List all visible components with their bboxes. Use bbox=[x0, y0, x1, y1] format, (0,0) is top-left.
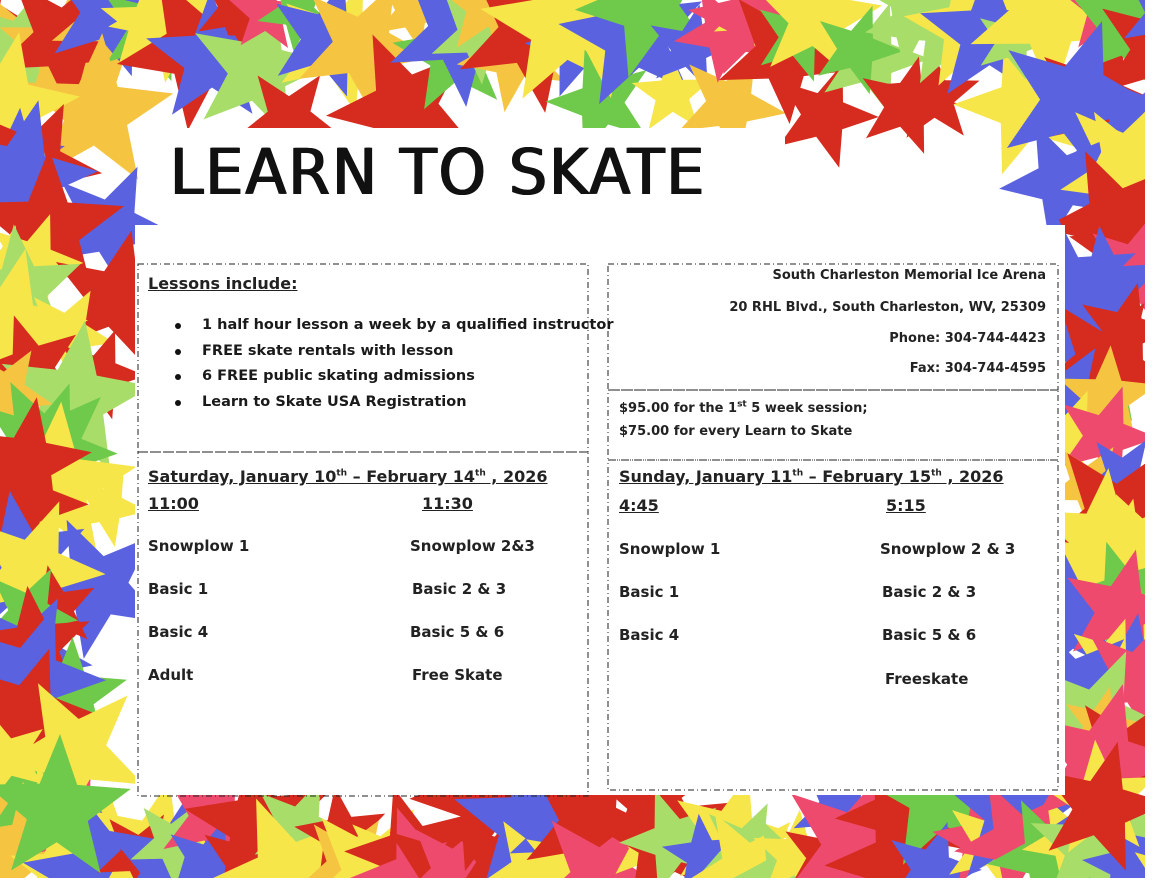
saturday-class: Adult bbox=[148, 666, 194, 684]
sunday-class: Basic 5 & 6 bbox=[882, 626, 977, 644]
sunday-heading bbox=[619, 467, 1004, 486]
lessons-list bbox=[172, 313, 613, 416]
arena-fax: Fax: 304-744-4595 bbox=[909, 361, 1046, 376]
heading-text: Sunday, January 11 bbox=[619, 467, 793, 486]
saturday-time-2: 11:30 bbox=[422, 494, 473, 513]
heading-text: , 2026 bbox=[941, 467, 1004, 486]
pricing-sup: st bbox=[737, 399, 747, 410]
sunday-class: Snowplow 1 bbox=[619, 540, 721, 558]
sunday-time-2: 5:15 bbox=[886, 496, 926, 515]
arena-address: 20 RHL Blvd., South Charleston, WV, 25309 bbox=[729, 300, 1046, 315]
heading-sup: th bbox=[475, 468, 486, 479]
sunday-box bbox=[608, 460, 1058, 790]
saturday-class: Snowplow 1 bbox=[148, 537, 250, 555]
sunday-class: Basic 2 & 3 bbox=[882, 583, 977, 601]
sunday-time-1: 4:45 bbox=[619, 496, 659, 515]
heading-sup: th bbox=[931, 468, 942, 479]
lessons-heading: Lessons include: bbox=[148, 274, 298, 293]
lesson-item: 6 FREE public skating admissions bbox=[172, 364, 613, 390]
saturday-heading bbox=[148, 467, 547, 486]
saturday-class: Basic 1 bbox=[148, 580, 209, 598]
sunday-class: Basic 4 bbox=[619, 626, 680, 644]
lesson-item: 1 half hour lesson a week by a qualified instructor bbox=[172, 313, 613, 339]
heading-sup: th bbox=[792, 468, 804, 479]
sunday-class: Snowplow 2 & 3 bbox=[880, 540, 1016, 558]
heading-text: – February 14 bbox=[347, 467, 476, 486]
page-title: LEARN TO SKATE bbox=[170, 136, 707, 210]
heading-text: – February 15 bbox=[803, 467, 932, 486]
lesson-item: FREE skate rentals with lesson bbox=[172, 339, 613, 365]
lesson-item: Learn to Skate USA Registration bbox=[172, 390, 613, 416]
saturday-class: Basic 4 bbox=[148, 623, 209, 641]
pricing-text: 5 week session; bbox=[746, 401, 868, 416]
heading-text: Saturday, January 10 bbox=[148, 467, 337, 486]
pricing-line-2: $75.00 for every Learn to Skate bbox=[619, 424, 853, 439]
arena-name: South Charleston Memorial Ice Arena bbox=[772, 268, 1046, 283]
sunday-class: Freeskate bbox=[885, 670, 969, 688]
arena-phone: Phone: 304-744-4423 bbox=[889, 331, 1046, 346]
saturday-class: Basic 5 & 6 bbox=[410, 623, 505, 641]
heading-text: , 2026 bbox=[485, 467, 548, 486]
heading-sup: th bbox=[336, 468, 348, 479]
saturday-class: Free Skate bbox=[412, 666, 503, 684]
sunday-class: Basic 1 bbox=[619, 583, 680, 601]
pricing-line-1 bbox=[619, 401, 868, 416]
pricing-text: $95.00 for the 1 bbox=[619, 401, 738, 416]
saturday-class: Snowplow 2&3 bbox=[410, 537, 535, 555]
saturday-class: Basic 2 & 3 bbox=[412, 580, 507, 598]
saturday-time-1: 11:00 bbox=[148, 494, 199, 513]
